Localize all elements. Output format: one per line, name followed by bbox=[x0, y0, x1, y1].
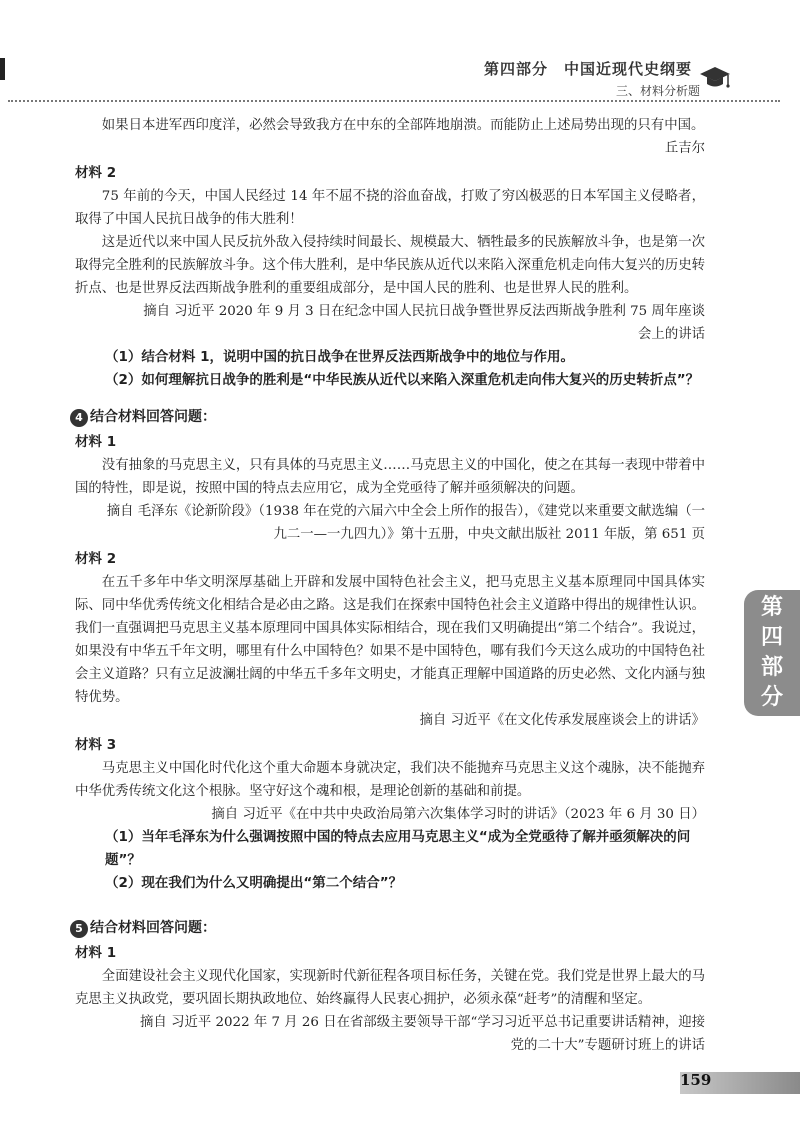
side-tab-char: 部 bbox=[760, 655, 783, 680]
section-4-heading bbox=[75, 406, 705, 429]
s4-material-2-attribution: 摘自 习近平《在文化传承发展座谈会上的讲话》 bbox=[419, 713, 705, 728]
s4-material-1-paragraph: 没有抽象的马克思主义，只有具体的马克思主义……马克思主义的中国化，使之在其每一表现中带着中国的特性，即是说，按照中国的特点去应用它，成为全党亟待了解并亟须解决的问题。 bbox=[75, 458, 705, 496]
material-2-label: 材料 2 bbox=[75, 165, 117, 181]
page-edge-mark bbox=[0, 58, 5, 80]
question-4-2: （2）现在我们为什么又明确提出“第二个结合”？ bbox=[105, 875, 403, 891]
s4-material-2-label: 材料 2 bbox=[75, 551, 117, 567]
section-4-title: 结合材料回答问题： bbox=[90, 409, 216, 425]
material-2-attribution: 摘自 习近平 2020 年 9 月 3 日在纪念中国人民抗日战争暨世界反法西斯战争胜利 75 周年座谈会上的讲话 bbox=[143, 304, 705, 342]
graduation-cap-icon bbox=[698, 60, 732, 94]
section-5-title: 结合材料回答问题： bbox=[90, 920, 216, 936]
page-content bbox=[75, 114, 705, 1057]
header-title: 第四部分 中国近现代史纲要 bbox=[483, 60, 692, 78]
section-5-badge bbox=[70, 920, 88, 938]
s4-material-2-paragraph: 在五千多年中华文明深厚基础上开辟和发展中国特色社会主义，把马克思主义基本原理同中国具体实际、同中华优秀传统文化相结合是必由之路。这是我们在探索中国特色社会主义道路中得出的规律性认识。我们一直强调把马克思主义基本原理同中国具体实际相结合，现在我们又明确提出“第二个结合”。我说过，如果没有中华五千年文明，哪里有什么中国特色？如果不是中国特色，哪有我们今天这么成功的中国特色社会主义道路？只有立足波澜壮阔的中华五千多年文明史，才能真正理解中国道路的历史必然、文化内涵与独特优势。 bbox=[75, 575, 705, 705]
question-4-1: （1）当年毛泽东为什么强调按照中国的特点去应用马克思主义“成为全党亟待了解并亟须解决的问题”？ bbox=[105, 829, 691, 868]
s4-material-3-paragraph: 马克思主义中国化时代化这个重大命题本身就决定，我们决不能抛弃马克思主义这个魂脉，决不能抛弃中华优秀传统文化这个根脉。坚守好这个魂和根，是理论创新的基础和前提。 bbox=[75, 761, 705, 799]
question-3-2: （2）如何理解抗日战争的胜利是“中华民族从近代以来陷入深重危机走向伟大复兴的历史转折点”？ bbox=[105, 372, 700, 388]
s5-material-1-label: 材料 1 bbox=[75, 945, 117, 961]
header-divider bbox=[8, 100, 780, 102]
s5-material-1-attribution: 摘自 习近平 2022 年 7 月 26 日在省部级主要领导干部“学习习近平总书记重要讲话精神，迎接党的二十大”专题研讨班上的讲话 bbox=[140, 1015, 705, 1053]
side-tab-char: 分 bbox=[760, 685, 783, 710]
side-tab-char: 第 bbox=[760, 595, 783, 620]
s4-material-3-label: 材料 3 bbox=[75, 737, 117, 753]
s5-material-1-paragraph: 全面建设社会主义现代化国家，实现新时代新征程各项目标任务，关键在党。我们党是世界上最大的马克思主义执政党，要巩固长期执政地位、始终赢得人民衷心拥护，必须永葆“赶考”的清醒和坚定。 bbox=[75, 969, 705, 1007]
s4-material-1-attribution: 摘自 毛泽东《论新阶段》（1938 年在党的六届六中全会上所作的报告），《建党以来重要文献选编（一九二一—一九四九）》第十五册，中央文献出版社 2011 年版，第 651 页 bbox=[106, 504, 705, 542]
section-4-badge bbox=[70, 409, 88, 427]
header-subtitle: 三、材料分析题 bbox=[615, 84, 700, 98]
side-tab-char: 四 bbox=[760, 625, 783, 650]
material-2-paragraph-2: 这是近代以来中国人民反抗外敌入侵持续时间最长、规模最大、牺牲最多的民族解放斗争，也是第一次取得完全胜利的民族解放斗争。这个伟大胜利，是中华民族从近代以来陷入深重危机走向伟大复兴的历史转折点、也是世界反法西斯战争胜利的重要组成部分，是中国人民的胜利、也是世界人民的胜利。 bbox=[75, 235, 705, 296]
section-4-number: 4 bbox=[70, 409, 88, 427]
top-attribution: 丘吉尔 bbox=[664, 141, 705, 156]
side-section-tab bbox=[744, 590, 800, 716]
question-3-1: （1）结合材料 1，说明中国的抗日战争在世界反法西斯战争中的地位与作用。 bbox=[105, 349, 574, 365]
s4-material-1-label: 材料 1 bbox=[75, 434, 117, 450]
material-2-paragraph-1: 75 年前的今天，中国人民经过 14 年不屈不挠的浴血奋战，打败了穷凶极恶的日本军国主义侵略者，取得了中国人民抗日战争的伟大胜利！ bbox=[75, 189, 705, 227]
page-number: 159 bbox=[680, 1071, 712, 1089]
s4-material-3-attribution: 摘自 习近平《在中共中央政治局第六次集体学习时的讲话》（2023 年 6 月 30 日） bbox=[211, 807, 705, 822]
top-paragraph: 如果日本进军西印度洋，必然会导致我方在中东的全部阵地崩溃。而能防止上述局势出现的只有中国。 bbox=[101, 118, 705, 133]
section-5-number: 5 bbox=[70, 920, 88, 938]
section-5-heading bbox=[75, 917, 705, 940]
